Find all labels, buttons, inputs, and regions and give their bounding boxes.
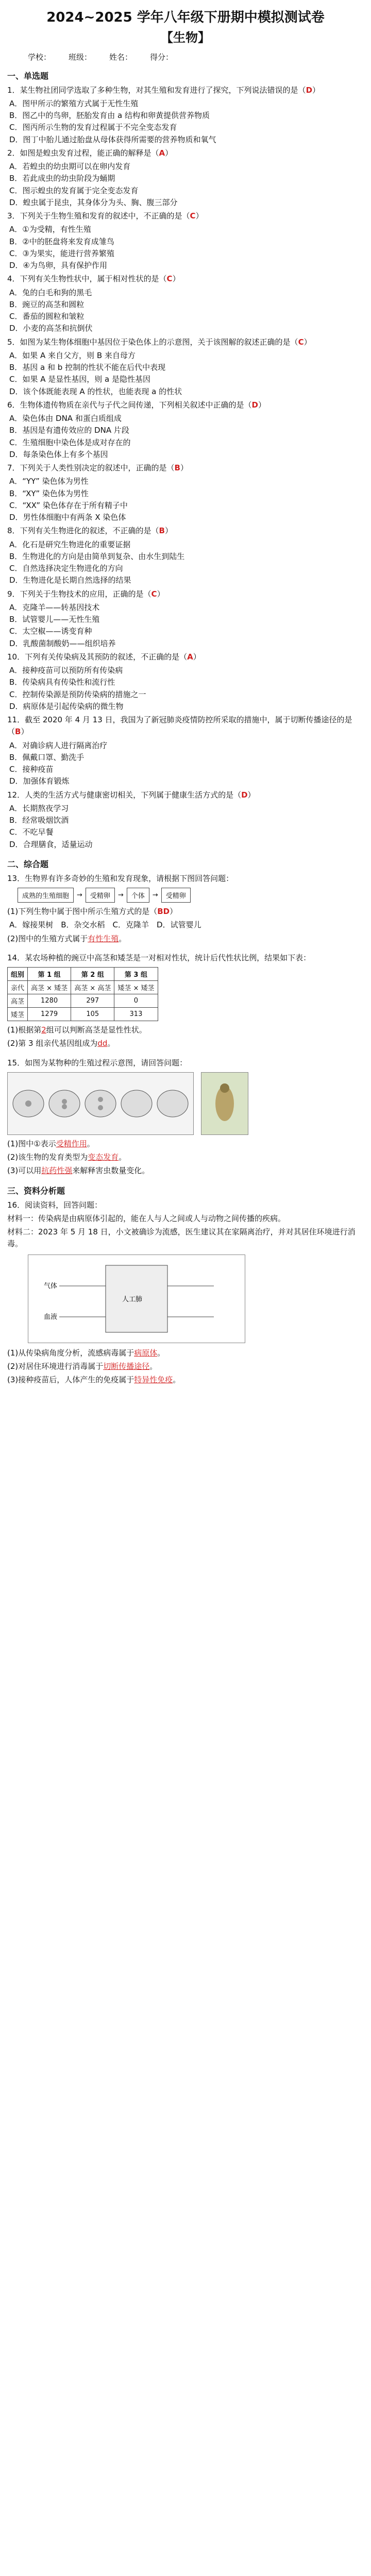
option-item: B．豌豆的高茎和圆粒 [9, 299, 85, 309]
question-6 [7, 399, 364, 461]
exam-title: 2024~2025 学年八年级下册期中模拟测试卷 [46, 10, 325, 25]
answer-mark: C [151, 589, 157, 599]
question-list [7, 84, 364, 851]
option-item: C．图示蝗虫的发育属于完全变态发育 [9, 185, 139, 195]
question-stem: 10．下列有关传染病及其预防的叙述，不正确的是（A） [7, 652, 201, 662]
question-stem: 3．下列关于生物生殖和发育的叙述中，不正确的是（C） [7, 211, 204, 221]
option-item: D．乳酸菌制酸奶——组织培养 [9, 638, 116, 648]
option-item: C．“XX” 染色体存在于所有精子中 [9, 500, 128, 510]
option-item: C．控制传染源是预防传染病的措施之一 [9, 689, 146, 699]
table-header: 第 3 组 [114, 968, 158, 981]
answer-mark: C [298, 337, 304, 347]
table-header: 组别 [8, 968, 28, 981]
question-11 [7, 714, 364, 788]
answer-mark: D [306, 85, 313, 95]
question-12 [7, 789, 364, 851]
question-stem: 11．截至 2020 年 4 月 13 日，我国为了新冠肺炎疫情防控所采取的措施中，属于切断传播途径的是（B） [7, 715, 352, 737]
question-1 [7, 84, 364, 146]
answer-mark: D [251, 400, 258, 410]
option-item: D．男性体细胞中有两条 X 染色体 [9, 513, 126, 522]
q16-stem: 16．阅读资料，回答问题： [7, 1200, 103, 1210]
question-stem: 12．人类的生活方式与健康密切相关，下列属于健康生活方式的是（D） [7, 790, 256, 800]
arrow-icon: → [152, 891, 158, 899]
q15-sub2: (2)该生物的发育类型为变态发育。 [7, 1153, 127, 1162]
question-stem: 2．如图是蝗虫发育过程，能正确的解释是（A） [7, 148, 173, 158]
flow-box-2: 受精卵 [86, 888, 115, 903]
option-item: A．对确诊病人进行隔离治疗 [9, 740, 108, 750]
table-row: 亲代 高茎 × 矮茎 高茎 × 高茎 矮茎 × 矮茎 [8, 981, 158, 994]
q14-sub2: (2)第 3 组亲代基因组成为dd。 [7, 1039, 115, 1048]
q16-sub3: (3)接种疫苗后，人体产生的免疫属于特异性免疫。 [7, 1375, 181, 1384]
option-item: A．长期熬夜学习 [9, 803, 69, 813]
option-item: D．④为鸟卵，具有保护作用 [9, 261, 107, 270]
q16-material-1: 材料一：传染病是由病原体引起的，能在人与人之间或人与动物之间传播的疾病。 [7, 1213, 286, 1223]
question-10 [7, 651, 364, 713]
table-header: 第 2 组 [71, 968, 114, 981]
option-item: D．图丁中胎儿通过胎盘从母体获得所需要的营养物质和氧气 [9, 134, 216, 144]
q13-flowchart [18, 888, 364, 903]
option-item: C．太空椒——诱变育种 [9, 626, 92, 636]
q16-sub2: (2)对居住环境进行消毒属于切断传播途径。 [7, 1361, 158, 1371]
q14-sub1: (1)根据第2组可以判断高茎是显性性状。 [7, 1025, 147, 1035]
option-item: C．生殖细胞中染色体是成对存在的 [9, 437, 131, 447]
q15-figures [7, 1072, 364, 1135]
option-item: D．合理膳食，适量运动 [9, 839, 93, 849]
arrow-icon: → [77, 891, 82, 899]
section-comprehensive: 二、综合题 [7, 859, 49, 869]
option-item: A．克隆羊——转基因技术 [9, 602, 100, 612]
option-item: B．传染病具有传染性和流行性 [9, 677, 115, 687]
flow-box-3: 个体 [127, 888, 149, 903]
answer-mark: C [166, 274, 173, 284]
option-item: B．“XY” 染色体为男性 [9, 488, 89, 498]
option-item: D．该个体既能表现 A 的性状，也能表现 a 的性状 [9, 386, 182, 396]
option-item: B．②中的胚盘将来发育成雏鸟 [9, 236, 114, 246]
option-item: B．若此成虫的幼虫阶段为蛹期 [9, 174, 115, 183]
option-item: B．基因 a 和 b 控制的性状不能在后代中表现 [9, 363, 166, 372]
q13-stem: 13．生物界有许多奇妙的生殖和发育现象，请根据下图回答问题： [7, 873, 234, 883]
exam-subject: 【生物】 [161, 30, 210, 45]
option-item: A．接种疫苗可以预防所有传染病 [9, 666, 123, 675]
question-13 [7, 873, 364, 945]
flow-box-4: 受精卵 [161, 888, 191, 903]
section-single-choice: 一、单选题 [7, 71, 49, 81]
label-blood: 血液 [44, 1313, 58, 1321]
answer-mark: D [241, 790, 248, 800]
option-item: A．若蝗虫的幼虫期可以在卵内发育 [9, 162, 131, 171]
question-15 [7, 1057, 364, 1177]
option-item: D．生物进化是长期自然选择的结果 [9, 575, 131, 585]
info-school: 学校： [28, 52, 52, 62]
option-item: C．接种疫苗 [9, 765, 54, 774]
question-2 [7, 147, 364, 209]
question-stem: 5．如图为某生物体细胞中基因位于染色体上的示意图，关于该图解的叙述正确的是（C） [7, 337, 312, 347]
option-item: C．③为果实，能进行营养繁殖 [9, 248, 114, 258]
question-stem: 9．下列关于生物技术的应用，正确的是（C） [7, 589, 165, 599]
cell-division-figure [7, 1072, 194, 1135]
q13-sub1: (1)下列生物中属于图中所示生殖方式的是（BD） [7, 907, 178, 916]
option-item: D．病原体是引起传染病的微生物 [9, 701, 124, 711]
option-item: A．“YY” 染色体为男性 [9, 477, 89, 486]
question-3 [7, 210, 364, 272]
table-header: 第 1 组 [28, 968, 71, 981]
option-item: A．兔的白毛和狗的黑毛 [9, 287, 92, 297]
option-item: A．染色体由 DNA 和蛋白质组成 [9, 414, 122, 423]
option-item: C．图丙所示生物的发育过程属于不完全变态发育 [9, 123, 177, 132]
option-item: B．基因是有遗传效应的 DNA 片段 [9, 426, 129, 435]
q16-sub1: (1)从传染病角度分析，流感病毒属于病原体。 [7, 1348, 165, 1358]
option-item: C．自然选择决定生物进化的方向 [9, 564, 123, 573]
option-item: C．番茄的圆粒和皱粒 [9, 312, 85, 321]
artificial-lung-diagram [28, 1255, 245, 1343]
q13-sub2: (2)图中的生殖方式属于有性生殖。 [7, 934, 127, 943]
option-item: D．加强体育锻炼 [9, 776, 70, 786]
question-8 [7, 525, 364, 586]
option-item: B．试管婴儿——无性生殖 [9, 615, 100, 624]
table-row: 高茎 1280 297 0 [8, 994, 158, 1008]
option-item: C．不吃早餐 [9, 827, 54, 837]
option-item: A．如果 A 来自父方，则 B 来自母方 [9, 350, 136, 360]
section-material-analysis: 三、资料分析题 [7, 1185, 65, 1196]
q14-table [7, 967, 158, 1021]
option-item: B．经常吸烟饮酒 [9, 816, 69, 825]
question-16 [7, 1199, 364, 1386]
answer-mark: B [174, 463, 180, 472]
question-7 [7, 462, 364, 523]
option-item: D．小麦的高茎和抗倒伏 [9, 324, 93, 333]
flow-box-1: 成熟的生殖细胞 [18, 888, 74, 903]
q16-material-2: 材料二：2023 年 5 月 18 日，小文被确诊为流感，医生建议其在家隔离治疗，并对其居住环境进行消毒。 [7, 1227, 356, 1249]
option-item: D．每条染色体上有多个基因 [9, 449, 108, 459]
insect-photo [201, 1072, 248, 1135]
arrow-icon: → [117, 891, 124, 899]
question-stem: 7．下列关于人类性别决定的叙述中，正确的是（B） [7, 463, 188, 472]
info-class: 班级： [69, 52, 92, 62]
option-item: D．蝗虫属于昆虫，其身体分为头、胸、腹三部分 [9, 197, 178, 207]
question-stem: 6．生物体遗传物质在亲代与子代之间传递，下列相关叙述中正确的是（D） [7, 400, 266, 410]
answer-mark: A [187, 652, 193, 662]
q15-sub1: (1)图中①表示受精作用。 [7, 1139, 95, 1148]
answer-mark: B [159, 526, 165, 536]
option-item: B．生物进化的方向是由简单到复杂、由水生到陆生 [9, 551, 185, 561]
option-item: B．佩戴口罩、勤洗手 [9, 752, 85, 762]
question-4 [7, 273, 364, 334]
option-item: A．化石是研究生物进化的重要证据 [9, 539, 131, 549]
info-score: 得分： [150, 52, 174, 62]
question-14 [7, 952, 364, 1050]
option-item: A．①为受精，有性生殖 [9, 225, 91, 234]
option-item: B．图乙中的鸟卵，胚胎发育由 a 结构和卵黄提供营养物质 [9, 111, 210, 120]
q15-sub3: (3)可以用抗药性强来解释害虫数量变化。 [7, 1166, 150, 1176]
q15-stem: 15．如图为某物种的生殖过程示意图，请回答问题： [7, 1058, 188, 1067]
info-name: 姓名： [109, 52, 133, 62]
label-gas: 气体 [44, 1282, 58, 1290]
table-row: 矮茎 1279 105 313 [8, 1008, 158, 1021]
answer-mark: A [159, 148, 165, 158]
question-stem: 8．下列有关生物进化的叙述，不正确的是（B） [7, 526, 173, 536]
question-stem: 4．下列有关生物性状中，属于相对性状的是（C） [7, 274, 180, 284]
student-info [28, 52, 364, 62]
q14-stem: 14．某农场种植的豌豆中高茎和矮茎是一对相对性状，统计后代性状比例，结果如下表： [7, 953, 311, 962]
answer-mark: C [190, 211, 196, 221]
answer-mark: B [15, 727, 21, 737]
question-stem: 1．某生物社团同学选取了多种生物，对其生殖和发育进行了探究，下列说法错误的是（D） [7, 85, 321, 95]
question-5 [7, 336, 364, 398]
question-9 [7, 588, 364, 650]
option-item: C．如果 A 是显性基因，则 a 是隐性基因 [9, 375, 151, 384]
label-artificial-lung: 人工肺 [122, 1295, 143, 1303]
option-item: A．图甲所示的繁殖方式属于无性生殖 [9, 98, 139, 108]
q13-options: A．嫁接果树 B．杂交水稻 C．克隆羊 D．试管婴儿 [9, 920, 201, 930]
